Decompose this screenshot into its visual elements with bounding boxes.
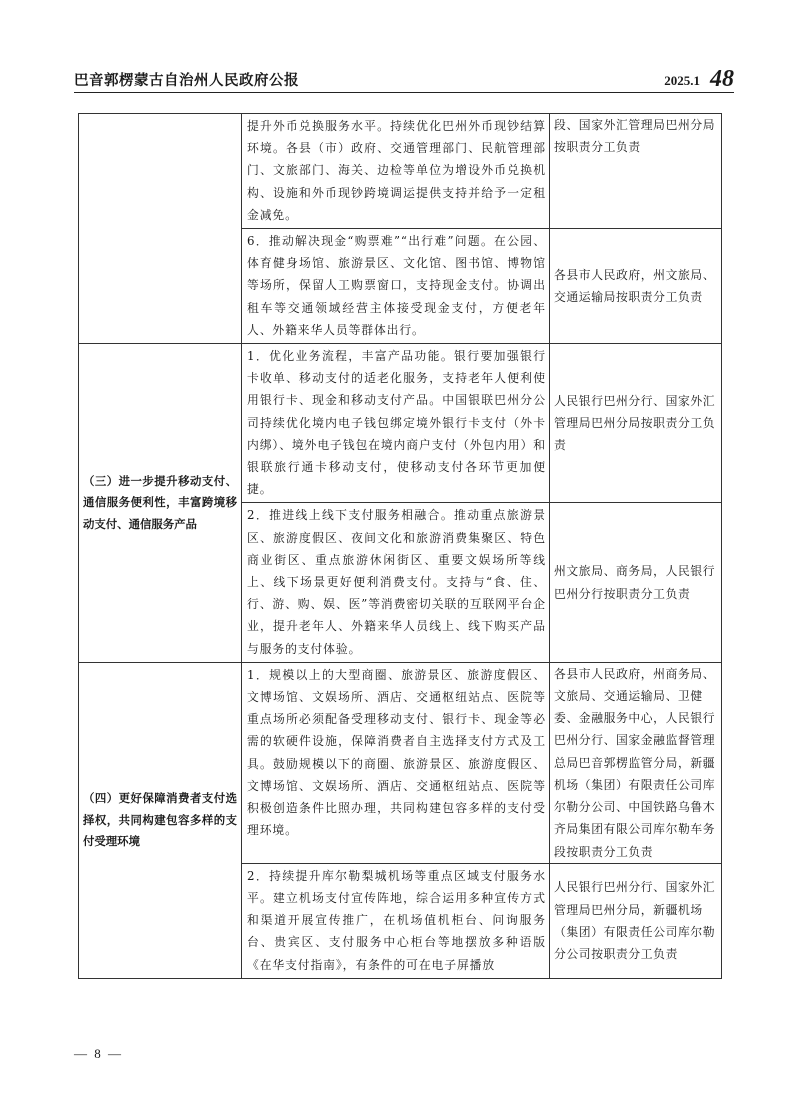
table-row: [79, 114, 722, 229]
page-number: — 8 —: [74, 1046, 123, 1061]
responsible-cell: 各县市人民政府，州商务局、文旅局、交通运输局、卫健委、金融服务中心，人民银行巴州分行、国家金融监督管理总局巴音郭楞监管分局，新疆机场（集团）有限责任公司库尔勒分公司、中国铁路乌鲁木齐局集团有限公司库尔勒车务段按职责分工负责: [550, 662, 722, 863]
issue-number: 2025.1: [664, 73, 700, 88]
page-header: [74, 66, 734, 92]
table-row: [79, 344, 722, 503]
responsible-cell: 人民银行巴州分行、国家外汇管理局巴州分局按职责分工负责: [550, 344, 722, 503]
gazette-title: 巴音郭楞蒙古自治州人民政府公报: [74, 73, 299, 89]
category-cell: [79, 114, 242, 344]
page-mark: 48: [710, 66, 734, 92]
responsible-cell: 各县市人民政府，州文旅局、交通运输局按职责分工负责: [550, 229, 722, 344]
task-cell: 6．推动解决现金“购票难”“出行难”问题。在公园、体育健身场馆、旅游景区、文化馆、图书馆、博物馆等场所，保留人工购票窗口，支持现金支付。协调出租车等交通领域经营主体接受现金支付，方便老年人、外籍来华人员等群体出行。: [242, 229, 550, 344]
task-cell: 提升外币兑换服务水平。持续优化巴州外币现钞结算环境。各县（市）政府、交通管理部门、民航管理部门、文旅部门、海关、边检等单位为增设外币兑换机构、设施和外币现钞跨境调运提供支持并给予一定租金减免。: [242, 114, 550, 229]
category-cell: （四）更好保障消费者支付选择权，共同构建包容多样的支付受理环境: [79, 662, 242, 978]
measures-table: [78, 113, 722, 979]
responsible-cell: 州文旅局、商务局，人民银行巴州分行按职责分工负责: [550, 503, 722, 662]
task-cell: 2．推进线上线下支付服务相融合。推动重点旅游景区、旅游度假区、夜间文化和旅游消费集聚区、特色商业街区、重点旅游休闲街区、重要文娱场所等线上、线下场景更好便利消费支付。支持与“食、住、行、游、购、娱、医”等消费密切关联的互联网平台企业，提升老年人、外籍来华人员线上、线下购买产品与服务的支付体验。: [242, 503, 550, 662]
responsible-cell: 人民银行巴州分行、国家外汇管理局巴州分局，新疆机场（集团）有限责任公司库尔勒分公司按职责分工负责: [550, 863, 722, 978]
task-cell: 1．优化业务流程，丰富产品功能。银行要加强银行卡收单、移动支付的适老化服务，支持老年人便利使用银行卡、现金和移动支付产品。中国银联巴州分公司持续优化境内电子钱包绑定境外银行卡支付（外卡内绑）、境外电子钱包在境内商户支付（外包内用）和银联旅行通卡移动支付，使移动支付各环节更加便捷。: [242, 344, 550, 503]
task-cell: 2．持续提升库尔勒梨城机场等重点区域支付服务水平。建立机场支付宣传阵地，综合运用多种宣传方式和渠道开展宣传推广，在机场值机柜台、问询服务台、贵宾区、支付服务中心柜台等地摆放多种语版《在华支付指南》，有条件的可在电子屏播放: [242, 863, 550, 978]
category-cell: （三）进一步提升移动支付、通信服务便利性，丰富跨境移动支付、通信服务产品: [79, 344, 242, 663]
responsible-cell: 段、国家外汇管理局巴州分局按职责分工负责: [550, 114, 722, 229]
header-divider: [74, 92, 734, 93]
task-cell: 1．规模以上的大型商圈、旅游景区、旅游度假区、文博场馆、文娱场所、酒店、交通枢纽站点、医院等重点场所必须配备受理移动支付、银行卡、现金等必需的软硬件设施，保障消费者自主选择支付方式及工具。鼓励规模以下的商圈、旅游景区、旅游度假区、文博场馆、文娱场所、酒店、交通枢纽站点、医院等积极创造条件比照办理，共同构建包容多样的支付受理环境。: [242, 662, 550, 863]
table-row: [79, 662, 722, 863]
